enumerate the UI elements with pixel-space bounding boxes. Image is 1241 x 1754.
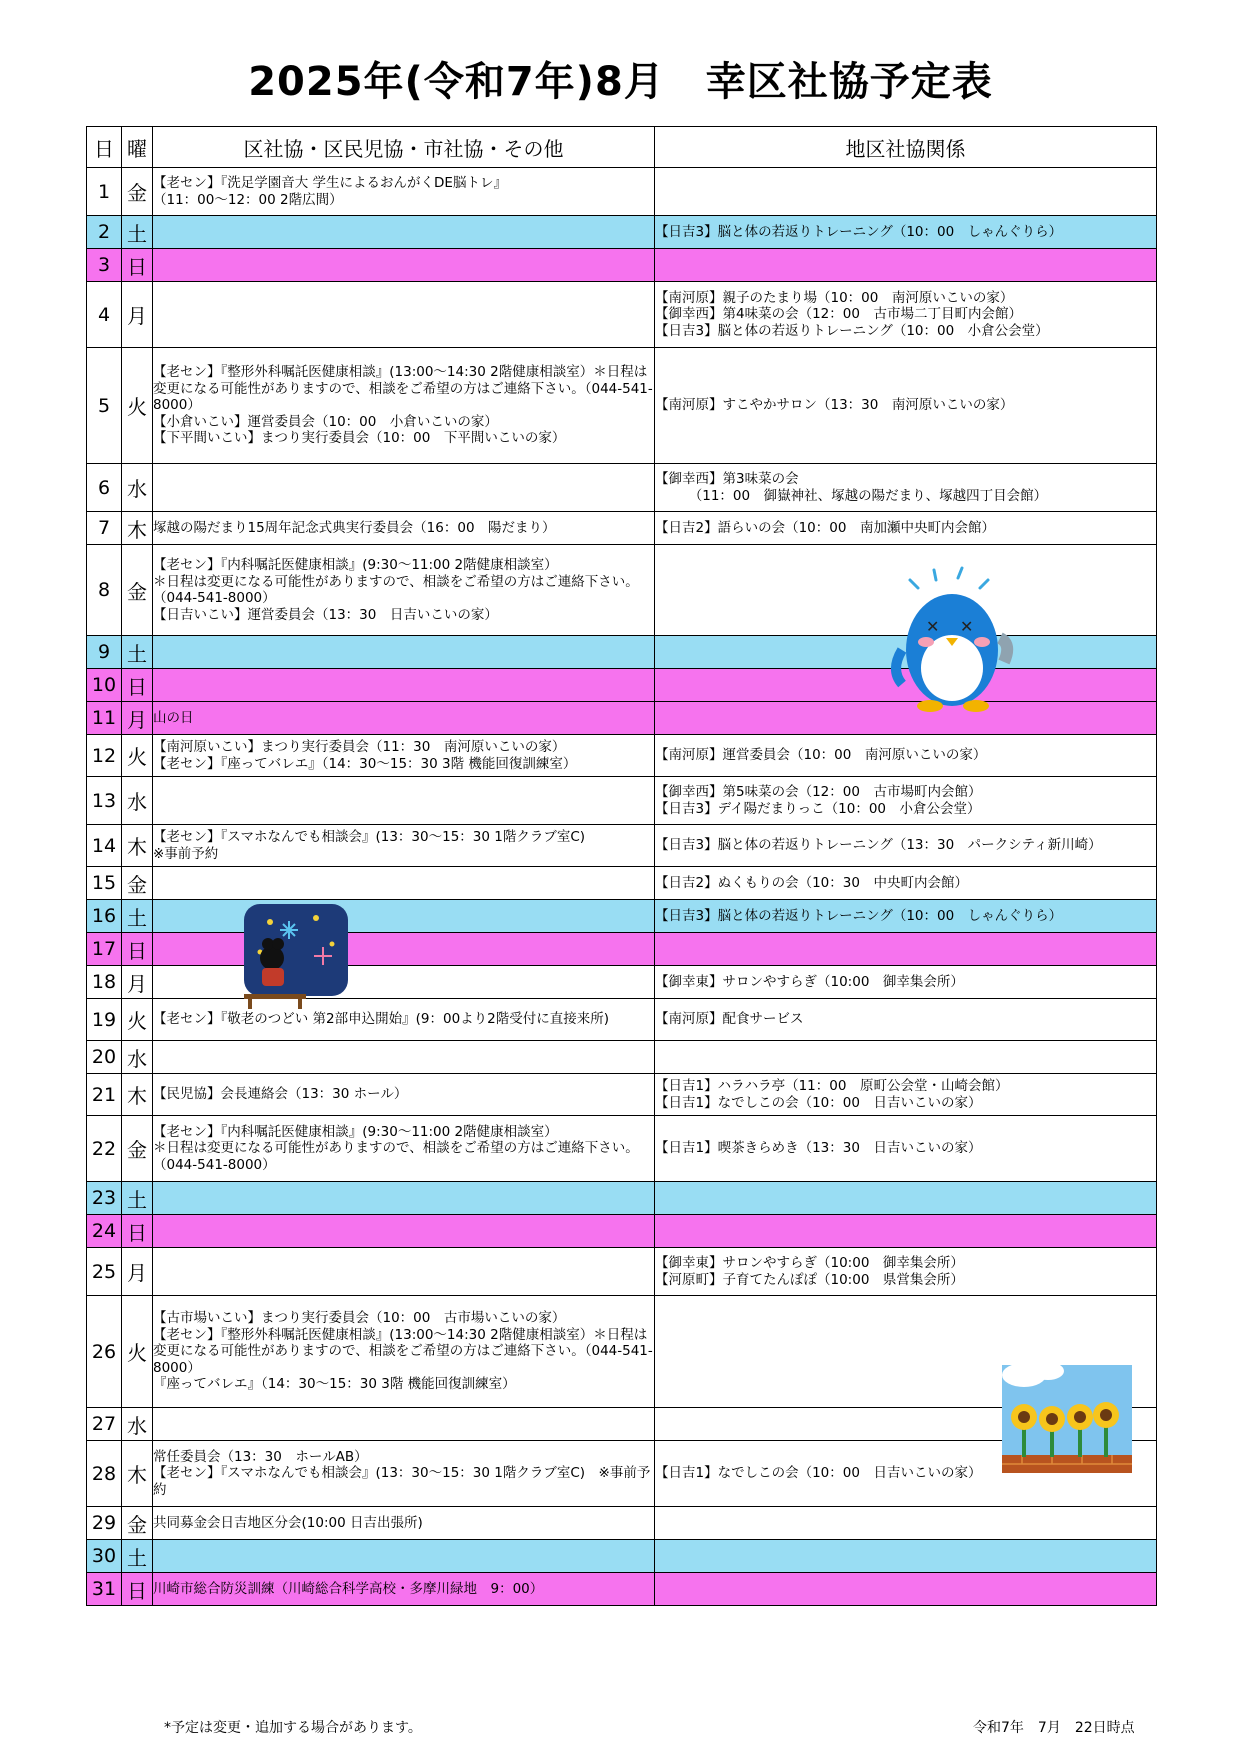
ward-event-cell: 【古市場いこい】まつり実行委員会（10：00 古市場いこいの家） 【老セン】『整形外科嘱託医健康相談』(13:00～14:30 2階健康相談室）＊日程は変更になる可能性がありますので、相談をご希望の方はご連絡下さい。（044-541-8000） 『座ってバレエ』（14：30～15：30 3階 機能回復訓練室） — [153, 1296, 655, 1408]
weekday-label: 日 — [122, 669, 153, 702]
district-event-cell: 【日吉2】語らいの会（10：00 南加瀬中央町内会館） — [655, 512, 1157, 545]
day-number: 11 — [87, 702, 122, 735]
schedule-row — [87, 1041, 1157, 1074]
day-number: 26 — [87, 1296, 122, 1408]
weekday-label: 日 — [122, 1215, 153, 1248]
day-number: 1 — [87, 168, 122, 216]
day-number: 28 — [87, 1441, 122, 1507]
schedule-row — [87, 512, 1157, 545]
ward-event-cell: 【老セン】『敬老のつどい 第2部申込開始』(9：00より2階受付に直接来所) — [153, 999, 655, 1041]
district-event-cell: 【日吉1】ハラハラ亭（11：00 原町公会堂・山崎会館） 【日吉1】なでしこの会（10：00 日吉いこいの家） — [655, 1074, 1157, 1116]
ward-event-cell — [153, 1540, 655, 1573]
day-number: 22 — [87, 1116, 122, 1182]
district-event-cell: 【南河原】すこやかサロン（13：30 南河原いこいの家） — [655, 348, 1157, 464]
schedule-row — [87, 735, 1157, 777]
weekday-label: 金 — [122, 1507, 153, 1540]
weekday-label: 火 — [122, 999, 153, 1041]
ward-event-cell: 【民児協】会長連絡会（13：30 ホール） — [153, 1074, 655, 1116]
schedule-row — [87, 1182, 1157, 1215]
ward-event-cell — [153, 249, 655, 282]
ward-event-cell — [153, 1408, 655, 1441]
day-number: 29 — [87, 1507, 122, 1540]
weekday-label: 金 — [122, 168, 153, 216]
day-number: 21 — [87, 1074, 122, 1116]
day-number: 31 — [87, 1573, 122, 1606]
ward-event-cell — [153, 636, 655, 669]
district-event-cell: 【日吉3】脳と体の若返りトレーニング（10：00 しゃんぐりら） — [655, 216, 1157, 249]
schedule-row — [87, 464, 1157, 512]
ward-event-cell — [153, 867, 655, 900]
district-event-cell: 【日吉3】脳と体の若返りトレーニング（13：30 パークシティ新川崎） — [655, 825, 1157, 867]
schedule-row — [87, 1408, 1157, 1441]
header-day: 日 — [87, 127, 122, 168]
weekday-label: 火 — [122, 1296, 153, 1408]
weekday-label: 木 — [122, 1074, 153, 1116]
district-event-cell — [655, 1540, 1157, 1573]
day-number: 30 — [87, 1540, 122, 1573]
weekday-label: 土 — [122, 636, 153, 669]
day-number: 19 — [87, 999, 122, 1041]
district-event-cell: 【御幸東】サロンやすらぎ（10:00 御幸集会所） 【河原町】子育てたんぽぽ（10:00 県営集会所） — [655, 1248, 1157, 1296]
day-number: 8 — [87, 545, 122, 636]
ward-event-cell — [153, 900, 655, 933]
schedule-row — [87, 1116, 1157, 1182]
day-number: 10 — [87, 669, 122, 702]
schedule-row — [87, 348, 1157, 464]
ward-event-cell — [153, 933, 655, 966]
weekday-label: 木 — [122, 512, 153, 545]
ward-event-cell: 山の日 — [153, 702, 655, 735]
schedule-row — [87, 867, 1157, 900]
day-number: 7 — [87, 512, 122, 545]
schedule-row — [87, 216, 1157, 249]
weekday-label: 土 — [122, 1540, 153, 1573]
district-event-cell: 【御幸西】第5味菜の会（12：00 古市場町内会館） 【日吉3】デイ陽だまりっこ（10：00 小倉公会堂） — [655, 777, 1157, 825]
svg-text:✕: ✕ — [926, 617, 940, 636]
weekday-label: 日 — [122, 933, 153, 966]
weekday-label: 月 — [122, 282, 153, 348]
day-number: 16 — [87, 900, 122, 933]
schedule-row — [87, 1215, 1157, 1248]
district-event-cell: 【日吉3】脳と体の若返りトレーニング（10：00 しゃんぐりら） — [655, 900, 1157, 933]
weekday-label: 木 — [122, 1441, 153, 1507]
district-event-cell: 【日吉1】なでしこの会（10：00 日吉いこいの家） — [655, 1441, 1157, 1507]
day-number: 4 — [87, 282, 122, 348]
day-number: 6 — [87, 464, 122, 512]
schedule-row — [87, 1507, 1157, 1540]
weekday-label: 水 — [122, 1041, 153, 1074]
weekday-label: 水 — [122, 1408, 153, 1441]
weekday-label: 火 — [122, 348, 153, 464]
day-number: 13 — [87, 777, 122, 825]
district-event-cell — [655, 1182, 1157, 1215]
weekday-label: 日 — [122, 249, 153, 282]
district-event-cell — [655, 1507, 1157, 1540]
district-event-cell — [655, 249, 1157, 282]
ward-event-cell: 塚越の陽だまり15周年記念式典実行委員会（16：00 陽だまり） — [153, 512, 655, 545]
day-number: 5 — [87, 348, 122, 464]
header-ward-events: 区社協・区民児協・市社協・その他 — [153, 127, 655, 168]
table-header-row — [87, 127, 1157, 168]
weekday-label: 木 — [122, 825, 153, 867]
schedule-row — [87, 777, 1157, 825]
ward-event-cell — [153, 282, 655, 348]
weekday-label: 月 — [122, 1248, 153, 1296]
weekday-label: 日 — [122, 1573, 153, 1606]
ward-event-cell — [153, 216, 655, 249]
day-number: 24 — [87, 1215, 122, 1248]
district-event-cell — [655, 933, 1157, 966]
ward-event-cell: 【老セン】『スマホなんでも相談会』(13：30～15：30 1階クラブ室C) ※事前予約 — [153, 825, 655, 867]
day-number: 20 — [87, 1041, 122, 1074]
weekday-label: 水 — [122, 777, 153, 825]
penguin-illustration — [888, 566, 1018, 716]
day-number: 12 — [87, 735, 122, 777]
district-event-cell — [655, 1215, 1157, 1248]
district-event-cell — [655, 1041, 1157, 1074]
day-number: 15 — [87, 867, 122, 900]
district-event-cell: 【南河原】親子のたまり場（10：00 南河原いこいの家） 【御幸西】第4味菜の会（12：00 古市場二丁目町内会館） 【日吉3】脳と体の若返りトレーニング（10：00 小倉公会堂） — [655, 282, 1157, 348]
schedule-table — [86, 126, 1157, 1606]
ward-event-cell — [153, 966, 655, 999]
ward-event-cell — [153, 464, 655, 512]
weekday-label: 月 — [122, 966, 153, 999]
schedule-row — [87, 168, 1157, 216]
schedule-row — [87, 1441, 1157, 1507]
day-number: 3 — [87, 249, 122, 282]
fireworks-girl-illustration — [240, 900, 352, 1010]
ward-event-cell — [153, 1182, 655, 1215]
schedule-row — [87, 1573, 1157, 1606]
ward-event-cell — [153, 1248, 655, 1296]
schedule-row — [87, 1296, 1157, 1408]
ward-event-cell — [153, 777, 655, 825]
svg-text:✕: ✕ — [960, 617, 974, 636]
ward-event-cell: 【老セン】『整形外科嘱託医健康相談』(13:00～14:30 2階健康相談室）＊日程は変更になる可能性がありますので、相談をご希望の方はご連絡下さい。（044-541-8000） 【小倉いこい】運営委員会（10：00 小倉いこいの家） 【下平間いこい】まつり実行委員会（10：00 下平間いこいの家） — [153, 348, 655, 464]
day-number: 2 — [87, 216, 122, 249]
weekday-label: 金 — [122, 867, 153, 900]
day-number: 18 — [87, 966, 122, 999]
page-title: 2025年(令和7年)8月 幸区社協予定表 — [248, 59, 993, 105]
weekday-label: 土 — [122, 1182, 153, 1215]
weekday-label: 土 — [122, 216, 153, 249]
weekday-label: 月 — [122, 702, 153, 735]
district-event-cell — [655, 1573, 1157, 1606]
district-event-cell: 【南河原】配食サービス — [655, 999, 1157, 1041]
ward-event-cell: 【南河原いこい】まつり実行委員会（11：30 南河原いこいの家） 【老セン】『座ってバレエ』（14：30～15：30 3階 機能回復訓練室） — [153, 735, 655, 777]
footer-note: *予定は変更・追加する場合があります。 — [164, 1720, 422, 1736]
day-number: 17 — [87, 933, 122, 966]
weekday-label: 水 — [122, 464, 153, 512]
ward-event-cell: 【老セン】『内科嘱託医健康相談』(9:30～11:00 2階健康相談室） ＊日程は変更になる可能性がありますので、相談をご希望の方はご連絡下さい。（044-541-8000） — [153, 1116, 655, 1182]
ward-event-cell: 川崎市総合防災訓練（川崎総合科学高校・多摩川緑地 9：00） — [153, 1573, 655, 1606]
weekday-label: 金 — [122, 1116, 153, 1182]
district-event-cell: 【日吉1】喫茶きらめき（13：30 日吉いこいの家） — [655, 1116, 1157, 1182]
day-number: 23 — [87, 1182, 122, 1215]
footer-as-of-date: 令和7年 7月 22日時点 — [973, 1720, 1135, 1736]
district-event-cell — [655, 168, 1157, 216]
ward-event-cell: 共同募金会日吉地区分会(10:00 日吉出張所) — [153, 1507, 655, 1540]
weekday-label: 火 — [122, 735, 153, 777]
ward-event-cell: 常任委員会（13：30 ホールAB） 【老セン】『スマホなんでも相談会』(13：30～15：30 1階クラブ室C) ※事前予約 — [153, 1441, 655, 1507]
day-number: 14 — [87, 825, 122, 867]
header-weekday: 曜 — [122, 127, 153, 168]
schedule-row — [87, 282, 1157, 348]
district-event-cell: 【南河原】運営委員会（10：00 南河原いこいの家） — [655, 735, 1157, 777]
district-event-cell: 【御幸東】サロンやすらぎ（10:00 御幸集会所） — [655, 966, 1157, 999]
ward-event-cell — [153, 669, 655, 702]
day-number: 27 — [87, 1408, 122, 1441]
ward-event-cell: 【老セン】『内科嘱託医健康相談』(9:30～11:00 2階健康相談室） ＊日程は変更になる可能性がありますので、相談をご希望の方はご連絡下さい。（044-541-8000） 【日吉いこい】運営委員会（13：30 日吉いこいの家） — [153, 545, 655, 636]
schedule-row — [87, 1540, 1157, 1573]
district-event-cell: 【御幸西】第3味菜の会 （11：00 御嶽神社、塚越の陽だまり、塚越四丁目会館） — [655, 464, 1157, 512]
ward-event-cell — [153, 1041, 655, 1074]
weekday-label: 土 — [122, 900, 153, 933]
schedule-row — [87, 249, 1157, 282]
schedule-row — [87, 1074, 1157, 1116]
weekday-label: 金 — [122, 545, 153, 636]
district-event-cell: 【日吉2】ぬくもりの会（10：30 中央町内会館） — [655, 867, 1157, 900]
day-number: 9 — [87, 636, 122, 669]
sunflower-illustration — [1002, 1365, 1132, 1473]
schedule-row — [87, 825, 1157, 867]
ward-event-cell: 【老セン】『洗足学園音大 学生によるおんがくDE脳トレ』 （11：00～12：00 2階広間） — [153, 168, 655, 216]
schedule-row — [87, 1248, 1157, 1296]
ward-event-cell — [153, 1215, 655, 1248]
day-number: 25 — [87, 1248, 122, 1296]
header-district-events: 地区社協関係 — [655, 127, 1157, 168]
